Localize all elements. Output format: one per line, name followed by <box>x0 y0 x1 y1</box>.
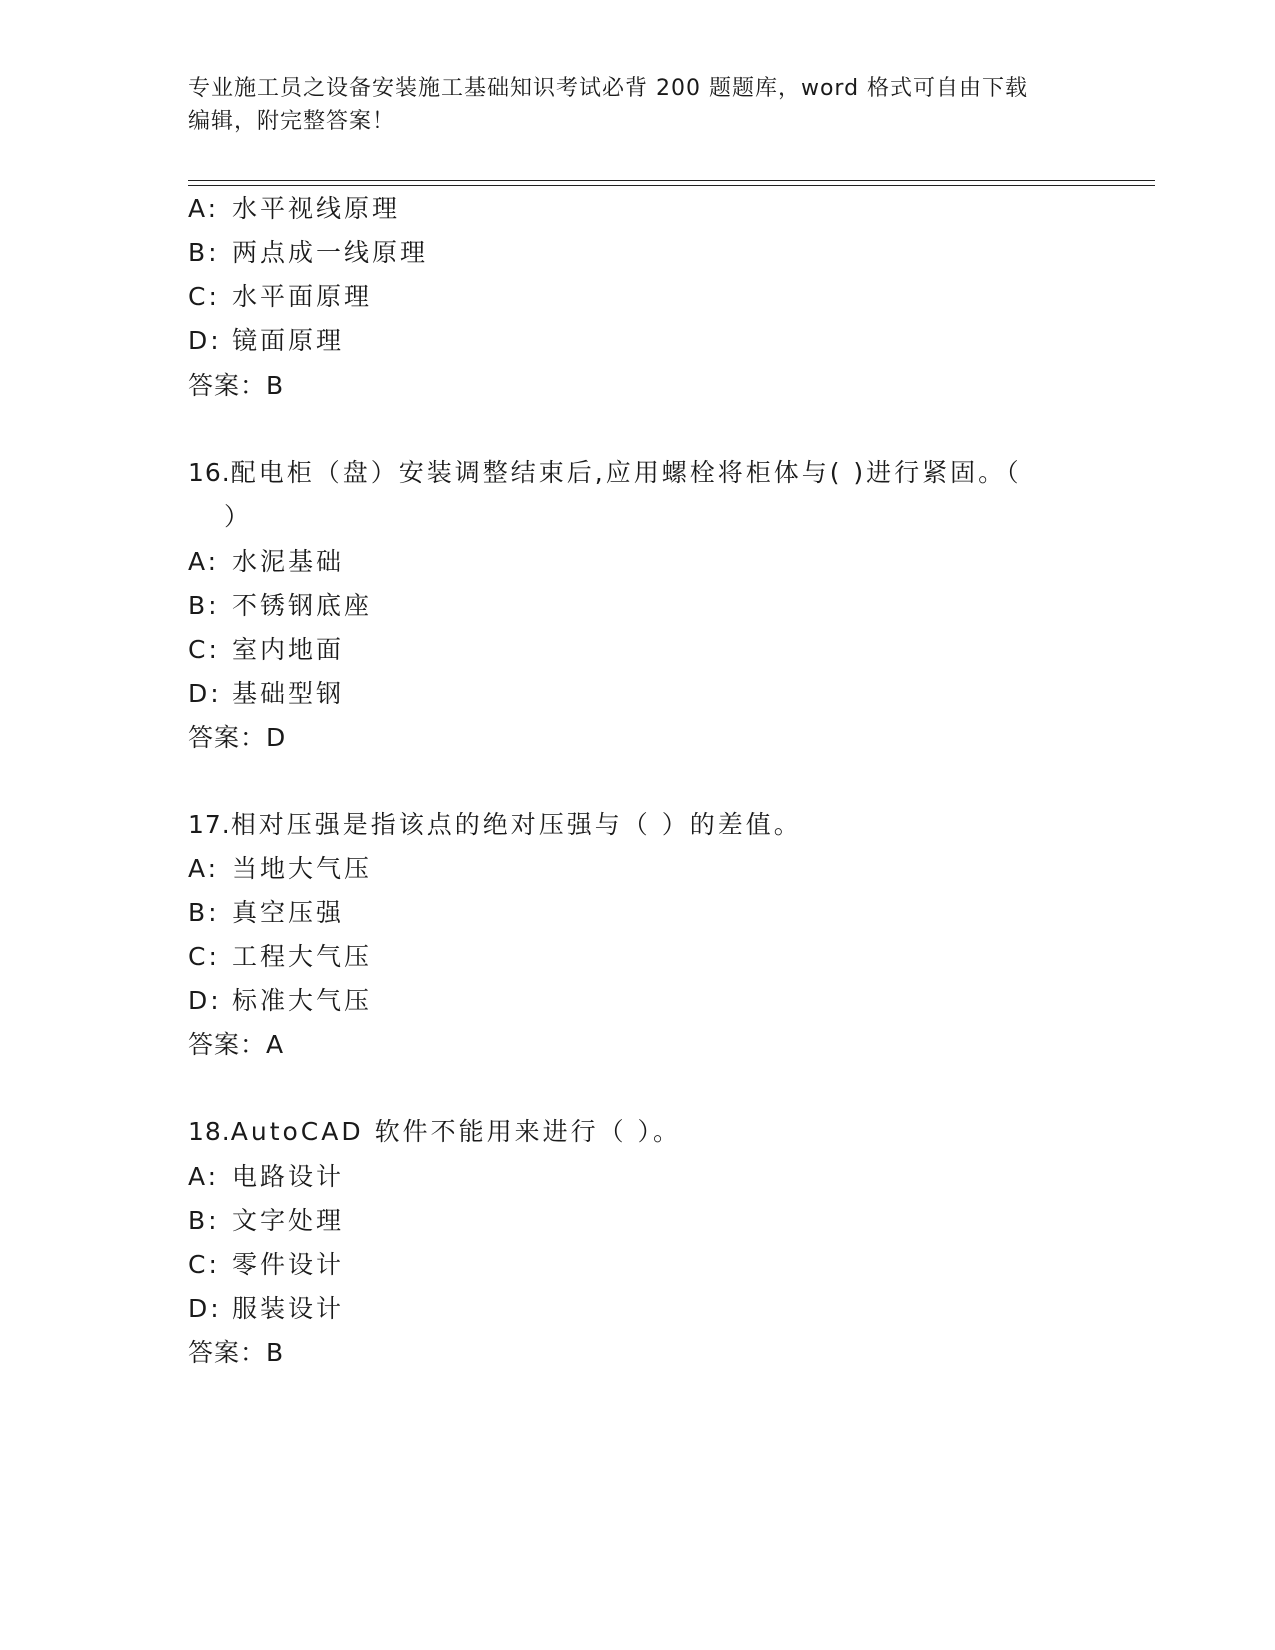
q18-option-c <box>188 1248 344 1282</box>
option-text: 不锈钢底座 <box>232 591 373 620</box>
option-text: 基础型钢 <box>232 679 345 708</box>
header-divider-bottom <box>188 185 1155 186</box>
option-text: 工程大气压 <box>232 942 373 971</box>
q16-option-b <box>188 589 372 623</box>
q17-option-a <box>188 852 372 886</box>
option-label: D: <box>188 326 222 355</box>
option-label: A: <box>188 854 220 883</box>
option-text: 水平视线原理 <box>232 194 401 223</box>
q16-option-c <box>188 633 344 667</box>
option-label: B: <box>188 898 220 927</box>
q16-answer: 答案：D <box>188 723 287 752</box>
q17-option-d <box>188 984 372 1018</box>
q16-option-a <box>188 545 344 579</box>
q17-answer: 答案：A <box>188 1030 285 1059</box>
q17-stem <box>188 808 802 842</box>
option-text: 文字处理 <box>232 1206 345 1235</box>
option-label: D: <box>188 679 222 708</box>
q16-stem-continued: ） <box>224 502 253 531</box>
option-text: 水泥基础 <box>232 547 345 576</box>
q18-stem <box>188 1115 681 1149</box>
q16-stem <box>188 456 1022 490</box>
option-label: C: <box>188 1250 220 1279</box>
q15-answer: 答案：B <box>188 371 285 400</box>
option-text: 标准大气压 <box>232 986 373 1015</box>
q18-option-b <box>188 1204 344 1238</box>
option-label: B: <box>188 1206 220 1235</box>
question-text: 配电柜（盘）安装调整结束后,应用螺栓将柜体与( )进行紧固。（ <box>230 458 1022 487</box>
option-label: D: <box>188 986 222 1015</box>
option-label: C: <box>188 282 220 311</box>
option-label: C: <box>188 942 220 971</box>
q15-option-d <box>188 324 344 358</box>
option-text: 真空压强 <box>232 898 345 927</box>
q15-option-c <box>188 280 372 314</box>
option-text: 室内地面 <box>232 635 345 664</box>
q15-option-b <box>188 236 428 270</box>
option-label: D: <box>188 1294 222 1323</box>
question-text: AutoCAD 软件不能用来进行（ ）。 <box>230 1117 682 1146</box>
option-label: B: <box>188 238 220 267</box>
option-text: 零件设计 <box>232 1250 345 1279</box>
q18-option-a <box>188 1160 344 1194</box>
option-text: 当地大气压 <box>232 854 373 883</box>
option-label: B: <box>188 591 220 620</box>
option-label: A: <box>188 1162 220 1191</box>
q18-answer: 答案：B <box>188 1338 285 1367</box>
q18-option-d <box>188 1292 344 1326</box>
q17-option-c <box>188 940 372 974</box>
question-number: 16. <box>188 458 231 487</box>
header-divider-top <box>188 180 1155 181</box>
question-number: 17. <box>188 810 231 839</box>
header-line-2: 编辑，附完整答案！ <box>188 109 396 134</box>
option-text: 镜面原理 <box>232 326 345 355</box>
q17-option-b <box>188 896 344 930</box>
q15-option-a <box>188 192 400 226</box>
question-number: 18. <box>188 1117 231 1146</box>
q16-option-d <box>188 677 344 711</box>
option-text: 电路设计 <box>232 1162 345 1191</box>
option-label: C: <box>188 635 220 664</box>
option-text: 服装设计 <box>232 1294 345 1323</box>
option-text: 水平面原理 <box>232 282 373 311</box>
document-header <box>188 72 1088 138</box>
header-line-1: 专业施工员之设备安装施工基础知识考试必背 200 题题库，word 格式可自由下载 <box>188 76 1029 101</box>
question-text: 相对压强是指该点的绝对压强与（ ）的差值。 <box>230 810 802 839</box>
option-text: 两点成一线原理 <box>232 238 429 267</box>
option-label: A: <box>188 194 220 223</box>
option-label: A: <box>188 547 220 576</box>
